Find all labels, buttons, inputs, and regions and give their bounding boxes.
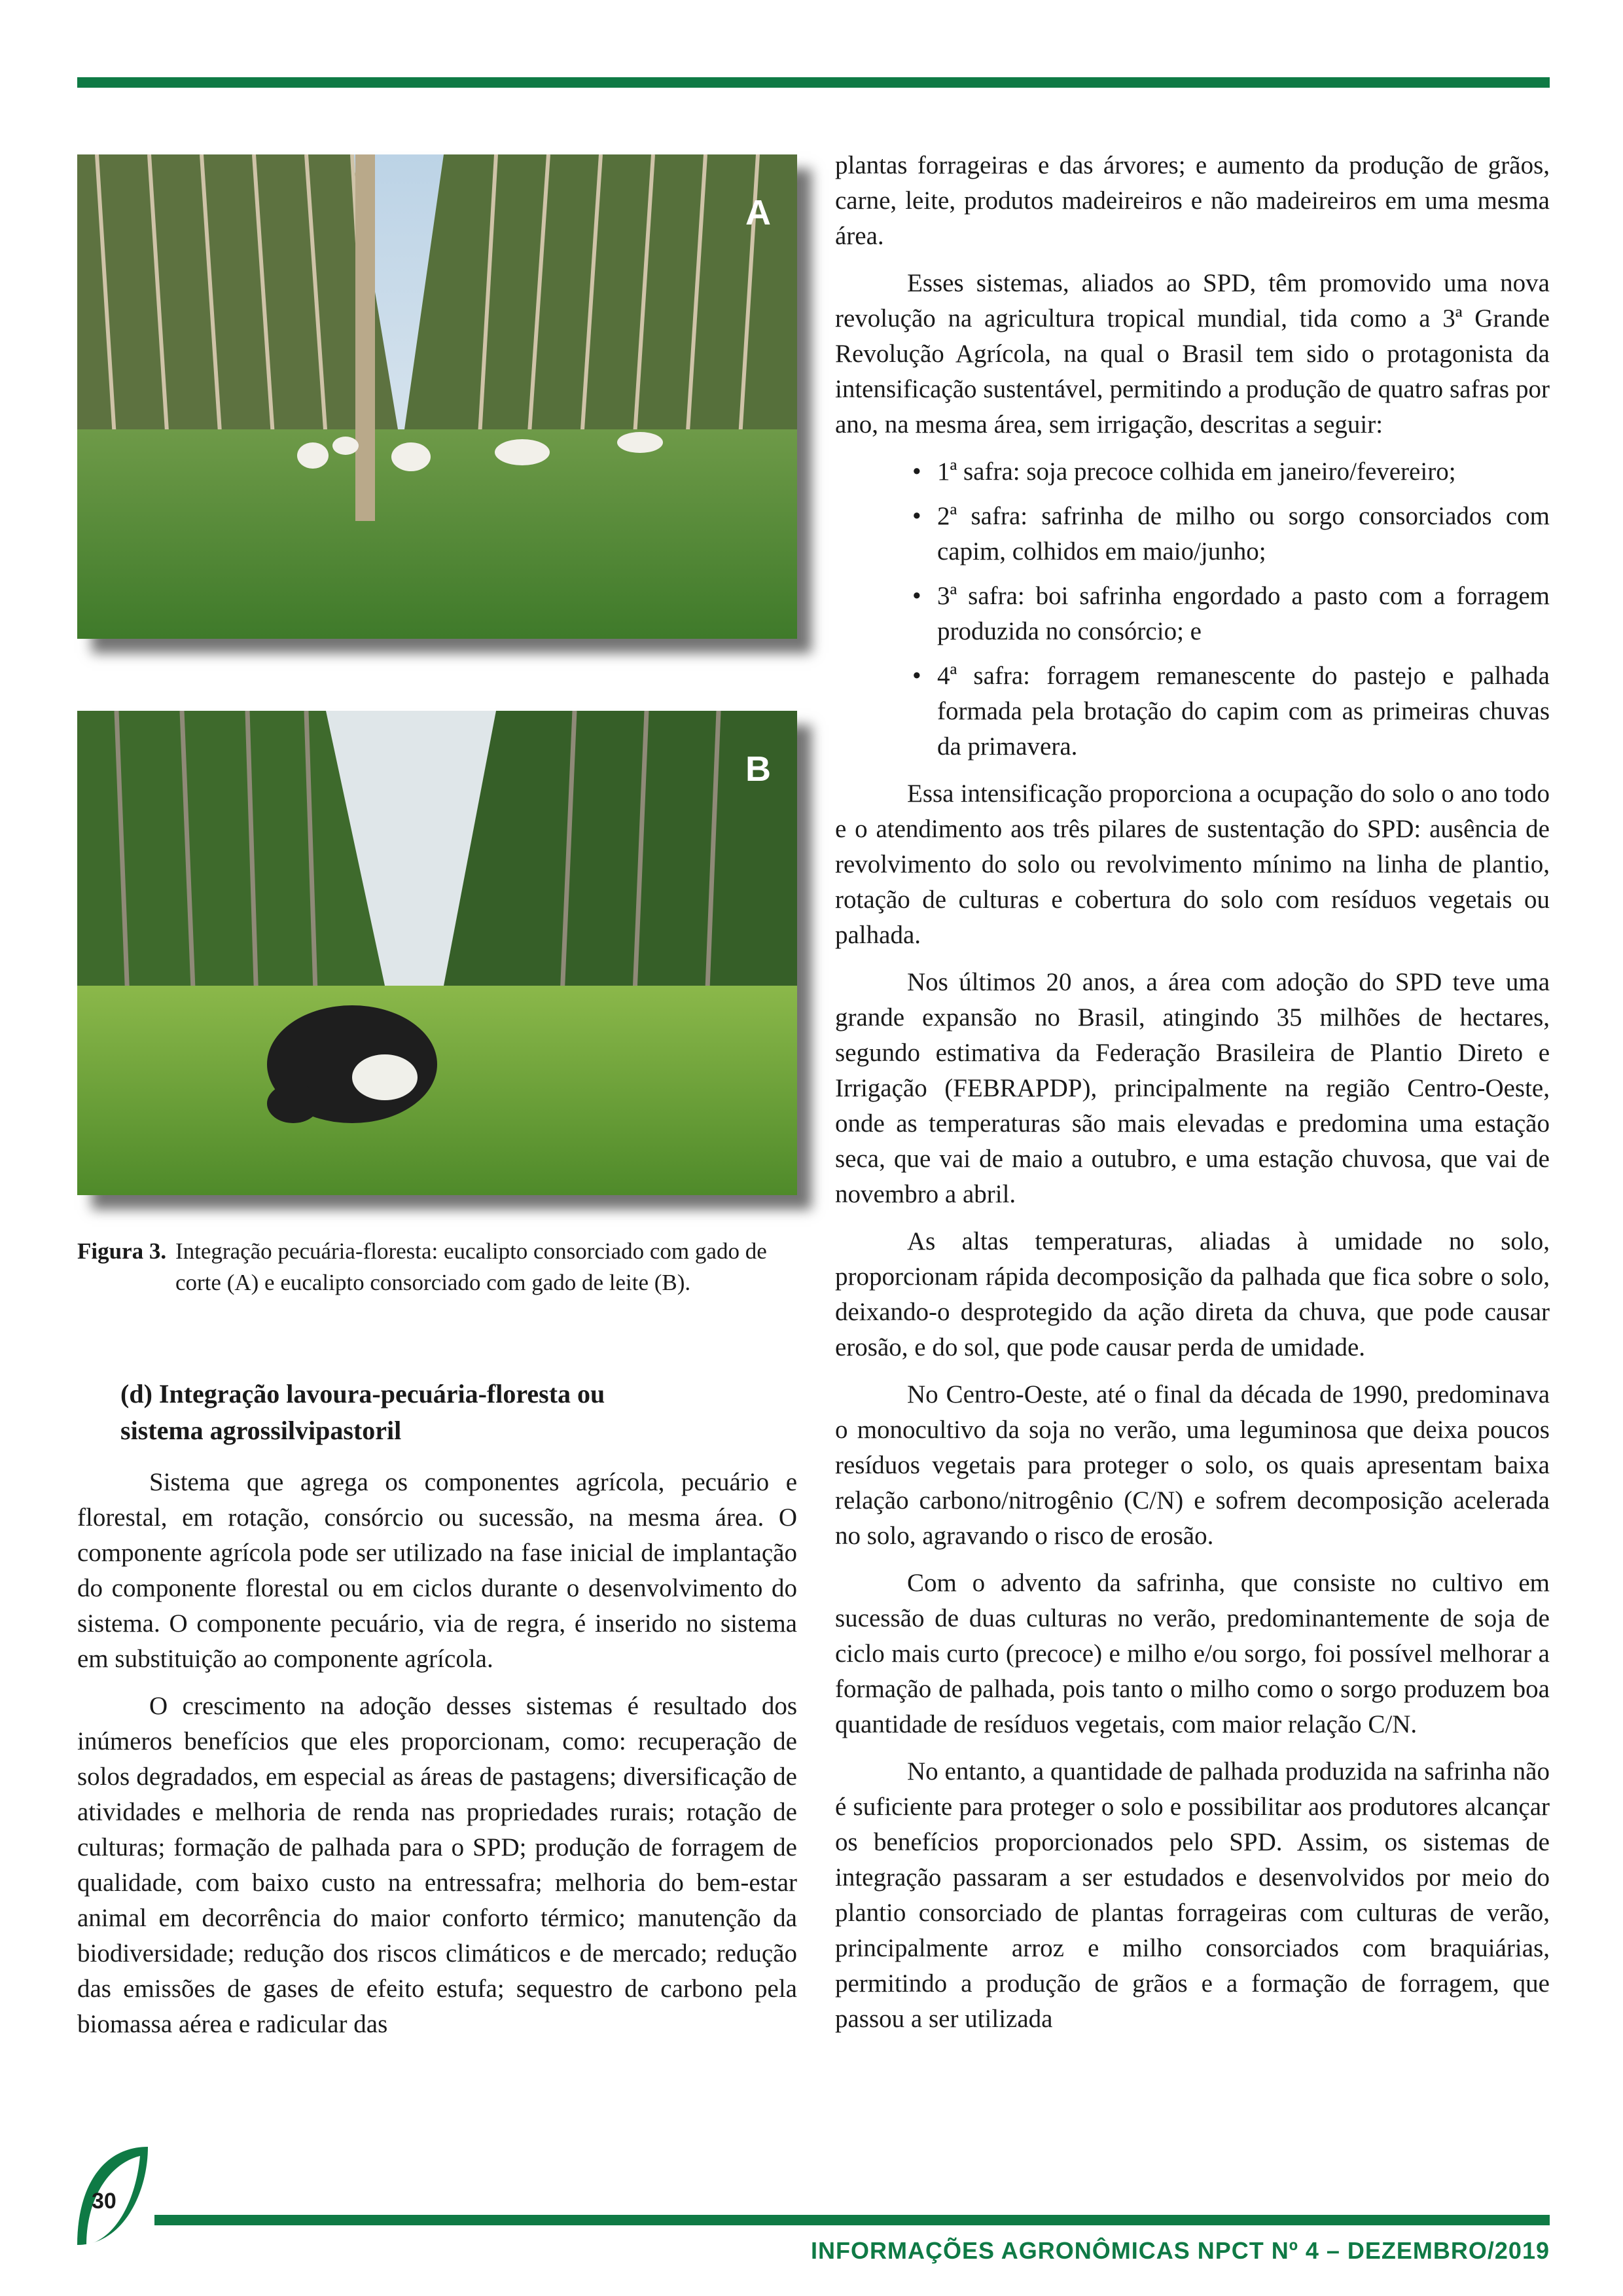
figure-photo-a [77, 154, 797, 639]
section-heading-line-1: (d) Integração lavoura-pecuária-floresta ou [120, 1379, 605, 1408]
figure-caption-text: Integração pecuária-floresta: eucalipto consorciado com gado de corte (A) e eucalipto consorciado com gado de leite (B). [175, 1238, 767, 1295]
right-paragraph-4: No Centro-Oeste, até o final da década de 1990, predominava o monocultivo da soja no verão, uma leguminosa que deixa poucos resíduos vegetais para proteger o solo, os quais apresentam baixa relação carbono/nitrogênio (C/N) e sofrem decomposição acelerada no solo, agravando o risco de erosão. [835, 1380, 1550, 1550]
left-paragraph-1: Sistema que agrega os componentes agrícola, pecuário e florestal, em rotação, consórcio ou sucessão, na mesma área. O componente agrícola pode ser utilizado na fase inicial de implantação do componente florestal ou em ciclos durante o desenvolvimento do sistema. O componente pecuário, via de regra, é inserido no sistema em substituição ao componente agrícola. [77, 1468, 797, 1673]
photo-a-illustration [77, 154, 797, 639]
figure-caption-label: Figura 3. [77, 1238, 167, 1264]
right-paragraph-5: Com o advento da safrinha, que consiste no cultivo em sucessão de duas culturas no verão, predominantemente de soja de ciclo mais curto (precoce) e milho e/ou sorgo, foi possível melhorar a formação de palhada, pois tanto o milho como o sorgo produzem boa quantidade de resíduos vegetais, com maior relação C/N. [835, 1569, 1550, 1738]
list-item: • 3ª safra: boi safrinha engordado a pasto com a forragem produzida no consórcio; e [912, 579, 1550, 649]
publication-footer: INFORMAÇÕES AGRONÔMICAS NPCT Nº 4 – DEZEMBRO/2019 [811, 2237, 1550, 2264]
right-column [835, 148, 1550, 2049]
list-item: • 1ª safra: soja precoce colhida em janeiro/fevereiro; [912, 454, 1550, 490]
bottom-rule [154, 2215, 1550, 2225]
safra-list [835, 454, 1550, 764]
section-heading [77, 1376, 797, 1449]
figure-caption [77, 1236, 797, 1299]
list-item: • 2ª safra: safrinha de milho ou sorgo consorciados com capim, colhidos em maio/junho; [912, 499, 1550, 569]
left-column [77, 1376, 797, 2054]
right-paragraph-6: No entanto, a quantidade de palhada produzida na safrinha não é suficiente para proteger o solo e possibilitar aos produtores alcançar os benefícios proporcionados pelo SPD. Assim, os sistemas de integração passaram a ser estudados e desenvolvidos por meio do plantio consorciado de plantas forrageiras com culturas de verão, principalmente arroz e milho consorciados com braquiárias, permitindo a produção de grãos e a formação de forragem, que passou a ser utilizada [835, 1757, 1550, 2033]
right-intro-paragraph: plantas forrageiras e das árvores; e aumento da produção de grãos, carne, leite, produtos madeireiros e não madeireiros em uma mesma área. [835, 151, 1550, 250]
photo-b-label: B [745, 749, 771, 789]
right-paragraph-3: As altas temperaturas, aliadas à umidade no solo, proporcionam rápida decomposição da palhada que fica sobre o solo, deixando-o desprotegido da ação direta da chuva, que pode causar erosão, e do sol, que pode causar perda de umidade. [835, 1227, 1550, 1361]
figure-photo-b [77, 711, 797, 1195]
right-paragraph-2: Nos últimos 20 anos, a área com adoção do SPD teve uma grande expansão no Brasil, atingindo 35 milhões de hectares, segundo estimativa da Federação Brasileira de Plantio Direto e Irrigação (FEBRAPDP), principalmente na região Centro-Oeste, onde as temperaturas são mais elevadas e predomina uma estação seca, que vai de maio a outubro, e uma estação chuvosa, que vai de novembro a abril. [835, 968, 1550, 1208]
right-paragraph-1: Essa intensificação proporciona a ocupação do solo o ano todo e o atendimento aos três pilares de sustentação do SPD: ausência de revolvimento do solo ou revolvimento mínimo na linha de plantio, rotação de culturas e cobertura do solo com resíduos vegetais ou palhada. [835, 780, 1550, 949]
photo-a-label: A [745, 193, 771, 232]
section-heading-line-2: sistema agrossilvipastoril [120, 1416, 402, 1445]
left-paragraph-2: O crescimento na adoção desses sistemas é resultado dos inúmeros benefícios que eles proporcionam, como: recuperação de solos degradados, em especial as áreas de pastagens; diversificação de atividades e melhoria de renda nas propriedades rurais; rotação de culturas; formação de palhada para o SPD; produção de forragem de qualidade, com baixo custo na entressafra; melhoria do bem-estar animal em decorrência do maior conforto térmico; manutenção da biodiversidade; redução dos riscos climáticos e de mercado; redução das emissões de gases de efeito estufa; sequestro de carbono pela biomassa aérea e radicular das [77, 1692, 797, 2038]
photo-b-illustration [77, 711, 797, 1195]
list-item: • 4ª safra: forragem remanescente do pastejo e palhada formada pela brotação do capim com as primeiras chuvas da primavera. [912, 658, 1550, 764]
page-number: 30 [92, 2189, 116, 2214]
right-paragraph-safras: Esses sistemas, aliados ao SPD, têm promovido uma nova revolução na agricultura tropical mundial, tida como a 3ª Grande Revolução Agrícola, na qual o Brasil tem sido o protagonista da intensificação sustentável, permitindo a produção de quatro safras por ano, na mesma área, sem irrigação, descritas a seguir: [835, 269, 1550, 439]
top-rule [77, 77, 1550, 88]
